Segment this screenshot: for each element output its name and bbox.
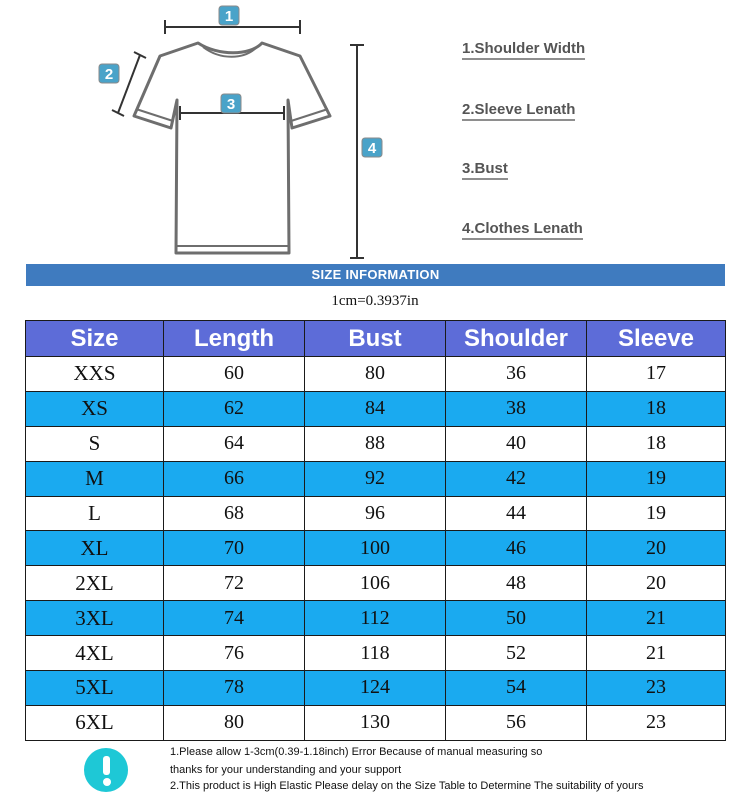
cell-size: 2XL [26, 566, 164, 601]
cell-shoulder: 52 [446, 636, 587, 671]
exclamation-icon [84, 748, 128, 792]
header-length: Length [164, 321, 305, 357]
cell-length: 80 [164, 705, 305, 740]
table-row [26, 496, 726, 531]
table-row [26, 636, 726, 671]
svg-text:3: 3 [226, 96, 236, 113]
table-row [26, 671, 726, 706]
size-information-banner: SIZE INFORMATION [26, 264, 725, 286]
marker-2 [99, 64, 119, 83]
cell-length: 78 [164, 671, 305, 706]
cell-shoulder: 54 [446, 671, 587, 706]
cell-bust: 118 [305, 636, 446, 671]
note-line-1: 1.Please allow 1-3cm(0.39-1.18inch) Error Because of manual measuring so [170, 746, 543, 758]
cell-length: 72 [164, 566, 305, 601]
cell-bust: 96 [305, 496, 446, 531]
cell-bust: 88 [305, 426, 446, 461]
cell-shoulder: 46 [446, 531, 587, 566]
legend-sleeve-length: 2.Sleeve Lenath [462, 101, 575, 121]
header-size: Size [26, 321, 164, 357]
cell-sleeve: 21 [587, 636, 726, 671]
cell-sleeve: 20 [587, 566, 726, 601]
legend-bust: 3.Bust [462, 160, 508, 180]
cell-shoulder: 44 [446, 496, 587, 531]
table-header-row [26, 321, 726, 357]
note-line-3: 2.This product is High Elastic Please delay on the Size Table to Determine The suitability of yours [170, 780, 644, 792]
table-row [26, 461, 726, 496]
table-row [26, 357, 726, 392]
cell-bust: 112 [305, 601, 446, 636]
header-bust: Bust [305, 321, 446, 357]
cell-sleeve: 18 [587, 391, 726, 426]
cell-size: M [26, 461, 164, 496]
tshirt-illustration [0, 0, 750, 262]
cell-sleeve: 21 [587, 601, 726, 636]
cell-bust: 80 [305, 357, 446, 392]
cell-shoulder: 38 [446, 391, 587, 426]
cell-length: 70 [164, 531, 305, 566]
table-row [26, 531, 726, 566]
marker-3 [221, 94, 241, 113]
cell-sleeve: 17 [587, 357, 726, 392]
header-shoulder: Shoulder [446, 321, 587, 357]
cell-shoulder: 56 [446, 705, 587, 740]
cell-sleeve: 18 [587, 426, 726, 461]
cell-length: 74 [164, 601, 305, 636]
cell-bust: 100 [305, 531, 446, 566]
table-row [26, 601, 726, 636]
note-line-2: thanks for your understanding and your support [170, 764, 402, 776]
cell-bust: 124 [305, 671, 446, 706]
cell-shoulder: 50 [446, 601, 587, 636]
svg-text:2: 2 [104, 66, 114, 83]
svg-text:4: 4 [367, 140, 377, 157]
tshirt-measurement-diagram [0, 0, 750, 262]
cell-length: 76 [164, 636, 305, 671]
cell-size: XXS [26, 357, 164, 392]
cell-size: XL [26, 531, 164, 566]
cell-size: XS [26, 391, 164, 426]
cell-length: 64 [164, 426, 305, 461]
cell-size: S [26, 426, 164, 461]
cell-bust: 92 [305, 461, 446, 496]
cell-shoulder: 36 [446, 357, 587, 392]
cell-length: 68 [164, 496, 305, 531]
tshirt-outline-icon [134, 43, 330, 253]
marker-4 [362, 138, 382, 157]
cell-size: L [26, 496, 164, 531]
size-table [25, 320, 726, 741]
header-sleeve: Sleeve [587, 321, 726, 357]
svg-text:1: 1 [224, 8, 234, 25]
cell-length: 66 [164, 461, 305, 496]
cell-size: 4XL [26, 636, 164, 671]
cell-size: 5XL [26, 671, 164, 706]
cell-sleeve: 19 [587, 461, 726, 496]
cell-sleeve: 20 [587, 531, 726, 566]
cell-size: 6XL [26, 705, 164, 740]
cell-length: 62 [164, 391, 305, 426]
cell-sleeve: 23 [587, 671, 726, 706]
table-row [26, 566, 726, 601]
unit-conversion: 1cm=0.3937in [331, 293, 419, 309]
marker-1 [219, 6, 239, 25]
cell-bust: 106 [305, 566, 446, 601]
legend-clothes-length: 4.Clothes Lenath [462, 220, 583, 240]
cell-shoulder: 40 [446, 426, 587, 461]
cell-size: 3XL [26, 601, 164, 636]
cell-shoulder: 48 [446, 566, 587, 601]
cell-shoulder: 42 [446, 461, 587, 496]
cell-sleeve: 19 [587, 496, 726, 531]
table-row [26, 426, 726, 461]
cell-bust: 84 [305, 391, 446, 426]
legend-shoulder-width: 1.Shoulder Width [462, 40, 585, 60]
cell-bust: 130 [305, 705, 446, 740]
table-row [26, 391, 726, 426]
cell-length: 60 [164, 357, 305, 392]
table-row [26, 705, 726, 740]
cell-sleeve: 23 [587, 705, 726, 740]
